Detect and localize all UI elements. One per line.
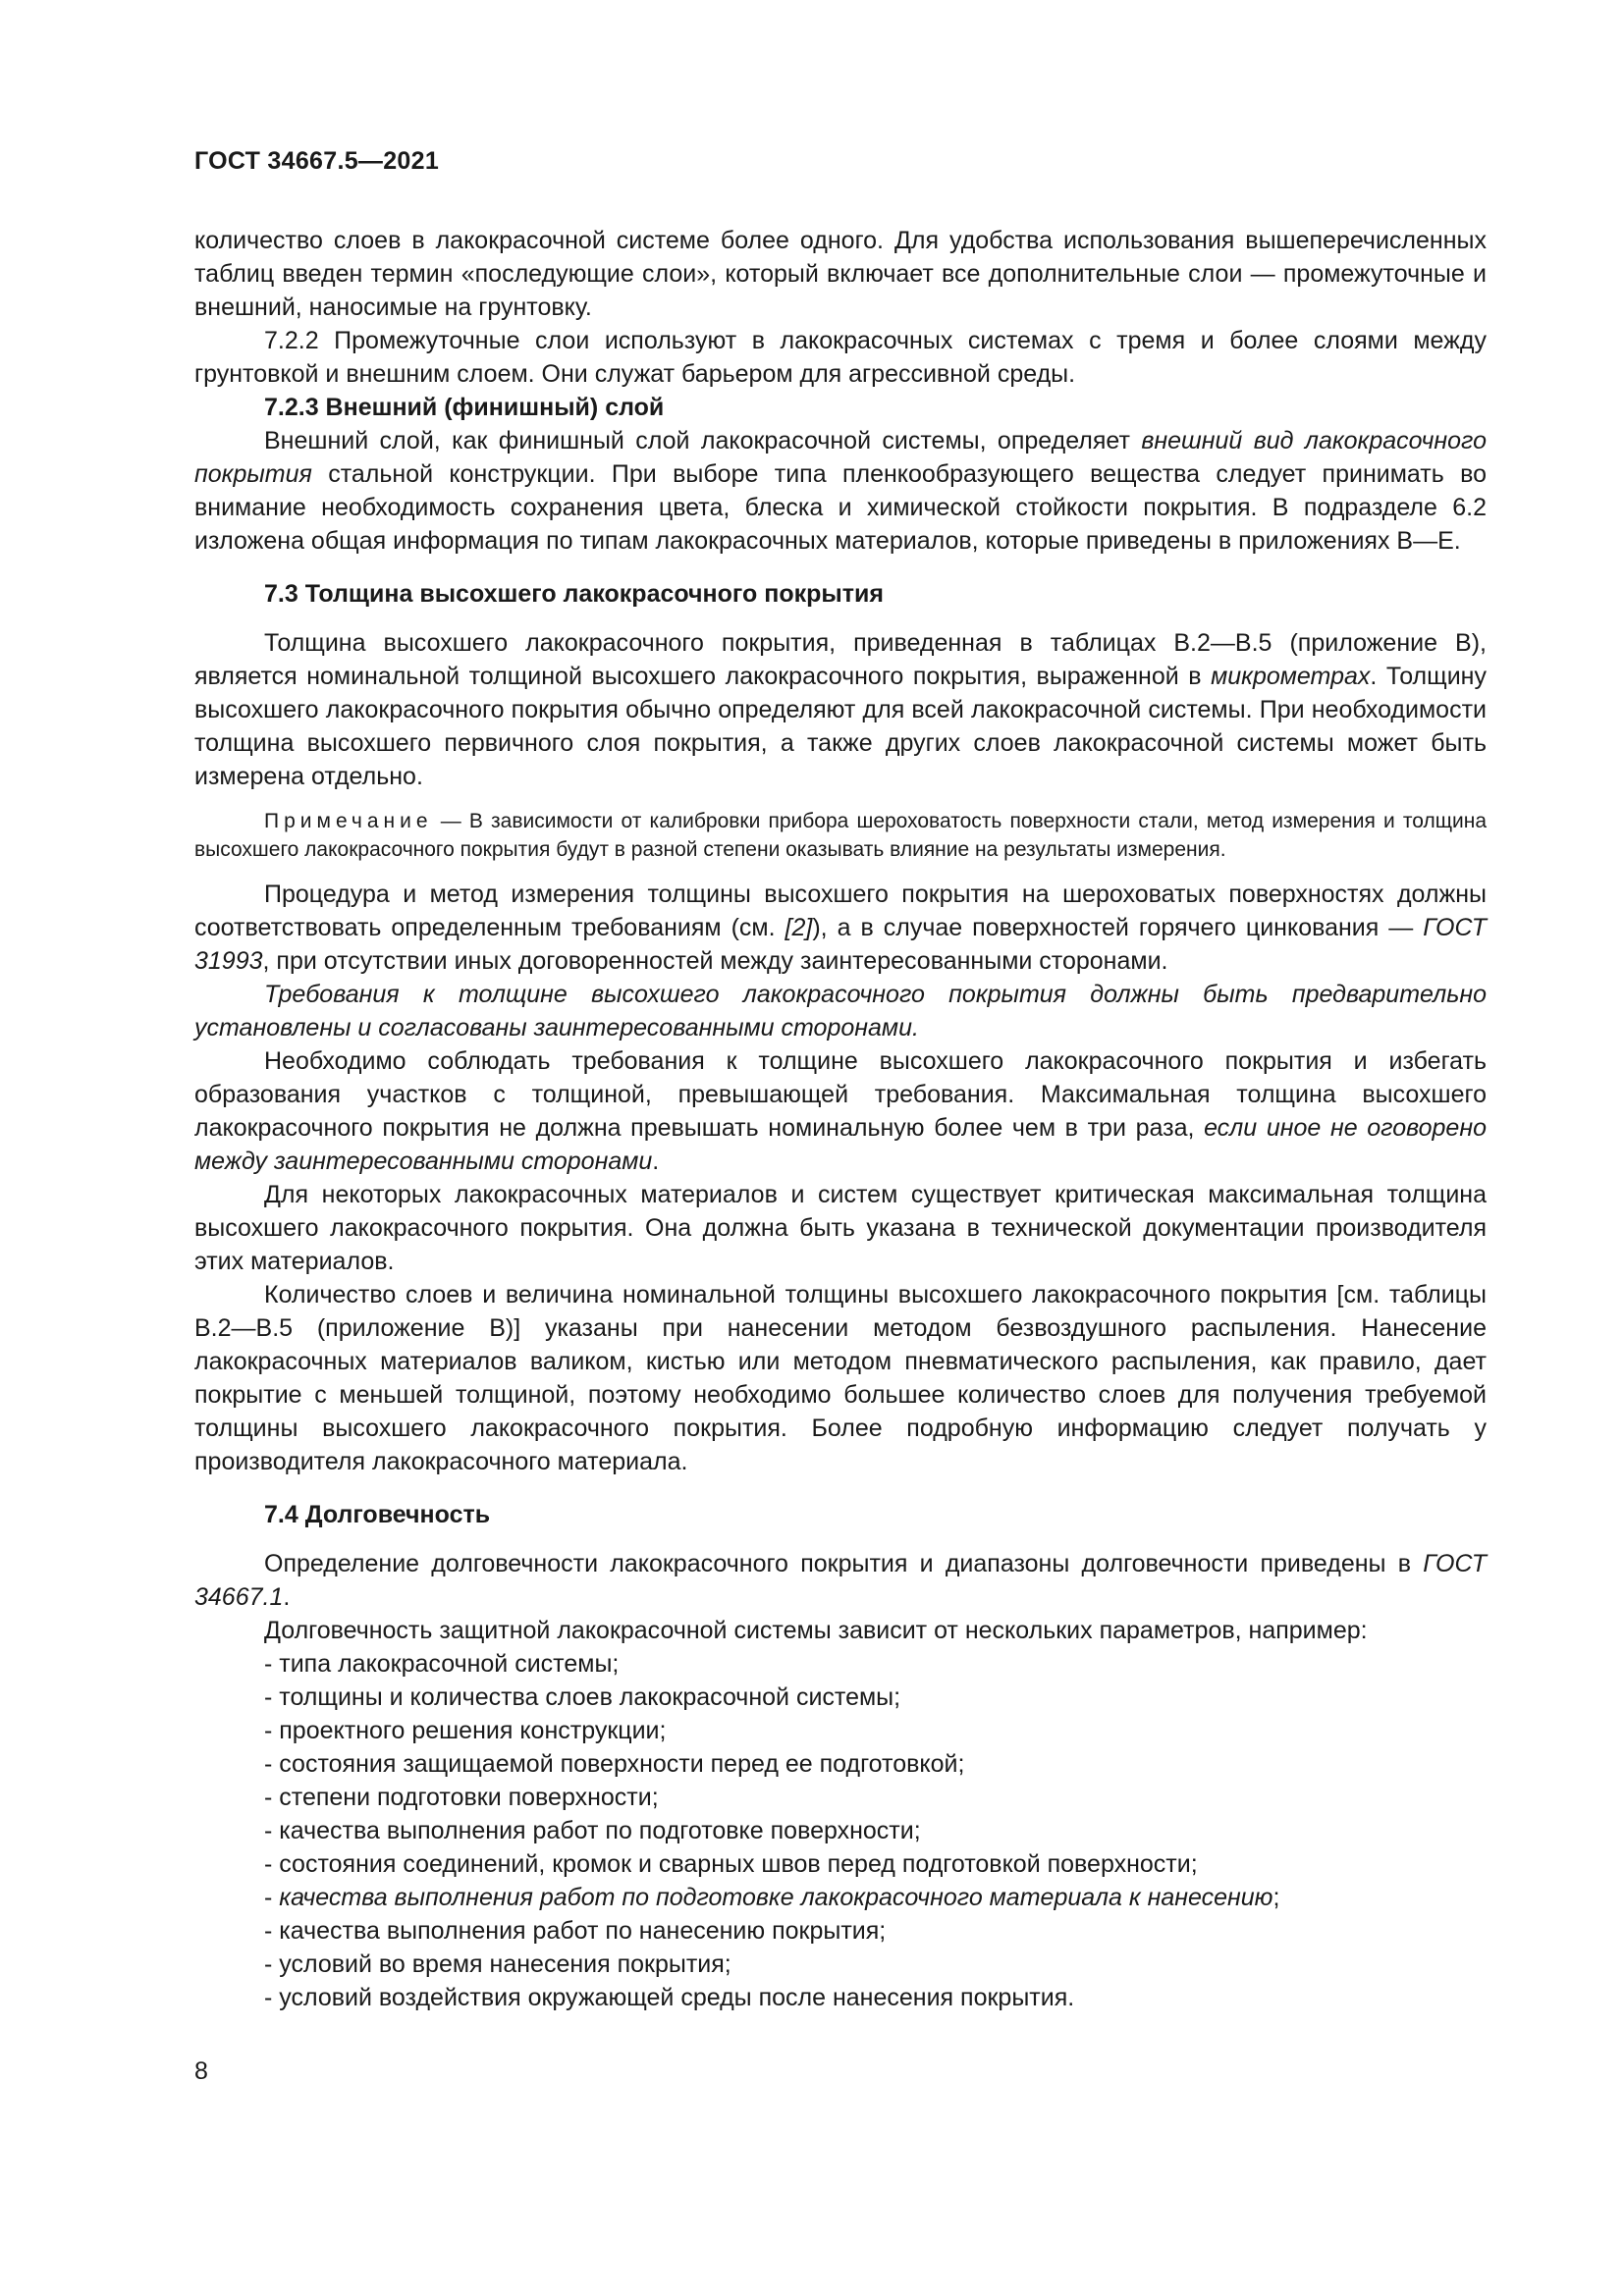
paragraph: Определение долговечности лакокрасочного покрытия и диапазоны долговечности приведены в ГОСТ 34667.1. [194,1550,1487,1611]
note: Примечание — В зависимости от калибровки прибора шероховатость поверхности стали, метод измерения и толщина высохшего лакокрасочного покрытия будут в разной степени оказывать влияние на результаты измерения. [194,810,1487,861]
page-number: 8 [194,2057,208,2085]
list-item: - состояния соединений, кромок и сварных швов перед подготовкой поверхности; [264,1850,1198,1878]
paragraph: Внешний слой, как финишный слой лакокрасочной системы, определяет внешний вид лакокрасочного покрытия стальной конструкции. При выборе типа пленкообразующего вещества следует принимать во внимание необходимость сохранения цвета, блеска и химической стойкости покрытия. В подразделе 6.2 изложена общая информация по типам лакокрасочных материалов, которые приведены в приложениях В—Е. [194,427,1487,555]
list-item: - состояния защищаемой поверхности перед ее подготовкой; [264,1750,965,1778]
paragraph: Необходимо соблюдать требования к толщине высохшего лакокрасочного покрытия и избегать образования участков с толщиной, превышающей требования. Максимальная толщина высохшего лакокрасочного покрытия не должна превышать номинальную более чем в три раза, если иное не оговорено между заинтересованными сторонами. [194,1047,1487,1175]
document-body [194,224,1487,2014]
section-heading-7-4: 7.4 Долговечность [264,1501,491,1528]
list-item: - толщины и количества слоев лакокрасочной системы; [264,1683,901,1711]
paragraph: Количество слоев и величина номинальной толщины высохшего лакокрасочного покрытия [см. таблицы В.2—В.5 (приложение В)] указаны при нанесении методом безвоздушного распыления. Нанесение лакокрасочных материалов валиком, кистью или методом пневматического распыления, как правило, дает покрытие с меньшей толщиной, поэтому необходимо большее количество слоев для получения требуемой толщины высохшего лакокрасочного покрытия. Более подробную информацию следует получать у производителя лакокрасочного материала. [194,1281,1487,1475]
list-item: - типа лакокрасочной системы; [264,1650,620,1678]
list-item: - проектного решения конструкции; [264,1717,667,1744]
paragraph: Для некоторых лакокрасочных материалов и систем существует критическая максимальная толщина высохшего лакокрасочного покрытия. Она должна быть указана в технической документации производителя этих материалов. [194,1181,1487,1275]
list-item: - качества выполнения работ по подготовке лакокрасочного материала к нанесению; [264,1884,1280,1911]
note-label: Примечание [264,810,433,832]
list-item: - условий во время нанесения покрытия; [264,1950,731,1978]
paragraph: количество слоев в лакокрасочной системе более одного. Для удобства использования вышеперечисленных таблиц введен термин «последующие слои», который включает все дополнительные слои — промежуточные и внешний, наносимые на грунтовку. [194,227,1487,321]
list-item: - условий воздействия окружающей среды после нанесения покрытия. [264,1984,1075,2011]
list-item: - качества выполнения работ по нанесению покрытия; [264,1917,887,1945]
paragraph: Толщина высохшего лакокрасочного покрытия, приведенная в таблицах В.2—В.5 (приложение В), является номинальной толщиной высохшего лакокрасочного покрытия, выраженной в микрометрах. Толщину высохшего лакокрасочного покрытия обычно определяют для всей лакокрасочной системы. При необходимости толщина высохшего первичного слоя покрытия, а также других слоев лакокрасочной системы может быть измерена отдельно. [194,629,1487,790]
list-item: - степени подготовки поверхности; [264,1784,659,1811]
list-item: - качества выполнения работ по подготовке поверхности; [264,1817,921,1844]
paragraph: Долговечность защитной лакокрасочной системы зависит от нескольких параметров, например: [264,1617,1368,1644]
paragraph-7-2-2: 7.2.2 Промежуточные слои используют в лакокрасочных системах с тремя и более слоями между грунтовкой и внешним слоем. Они служат барьером для агрессивной среды. [194,327,1487,388]
section-heading-7-2-3: 7.2.3 Внешний (финишный) слой [264,394,665,421]
document-header: ГОСТ 34667.5—2021 [194,147,440,175]
paragraph: Процедура и метод измерения толщины высохшего покрытия на шероховатых поверхностях должны соответствовать определенным требованиям (см. [2]), а в случае поверхностей горячего цинкования — ГОСТ 31993, при отсутствии иных договоренностей между заинтересованными сторонами. [194,881,1487,975]
section-heading-7-3: 7.3 Толщина высохшего лакокрасочного покрытия [264,580,884,608]
paragraph-italic: Требования к толщине высохшего лакокрасочного покрытия должны быть предварительно установлены и согласованы заинтересованными сторонами. [194,981,1487,1041]
